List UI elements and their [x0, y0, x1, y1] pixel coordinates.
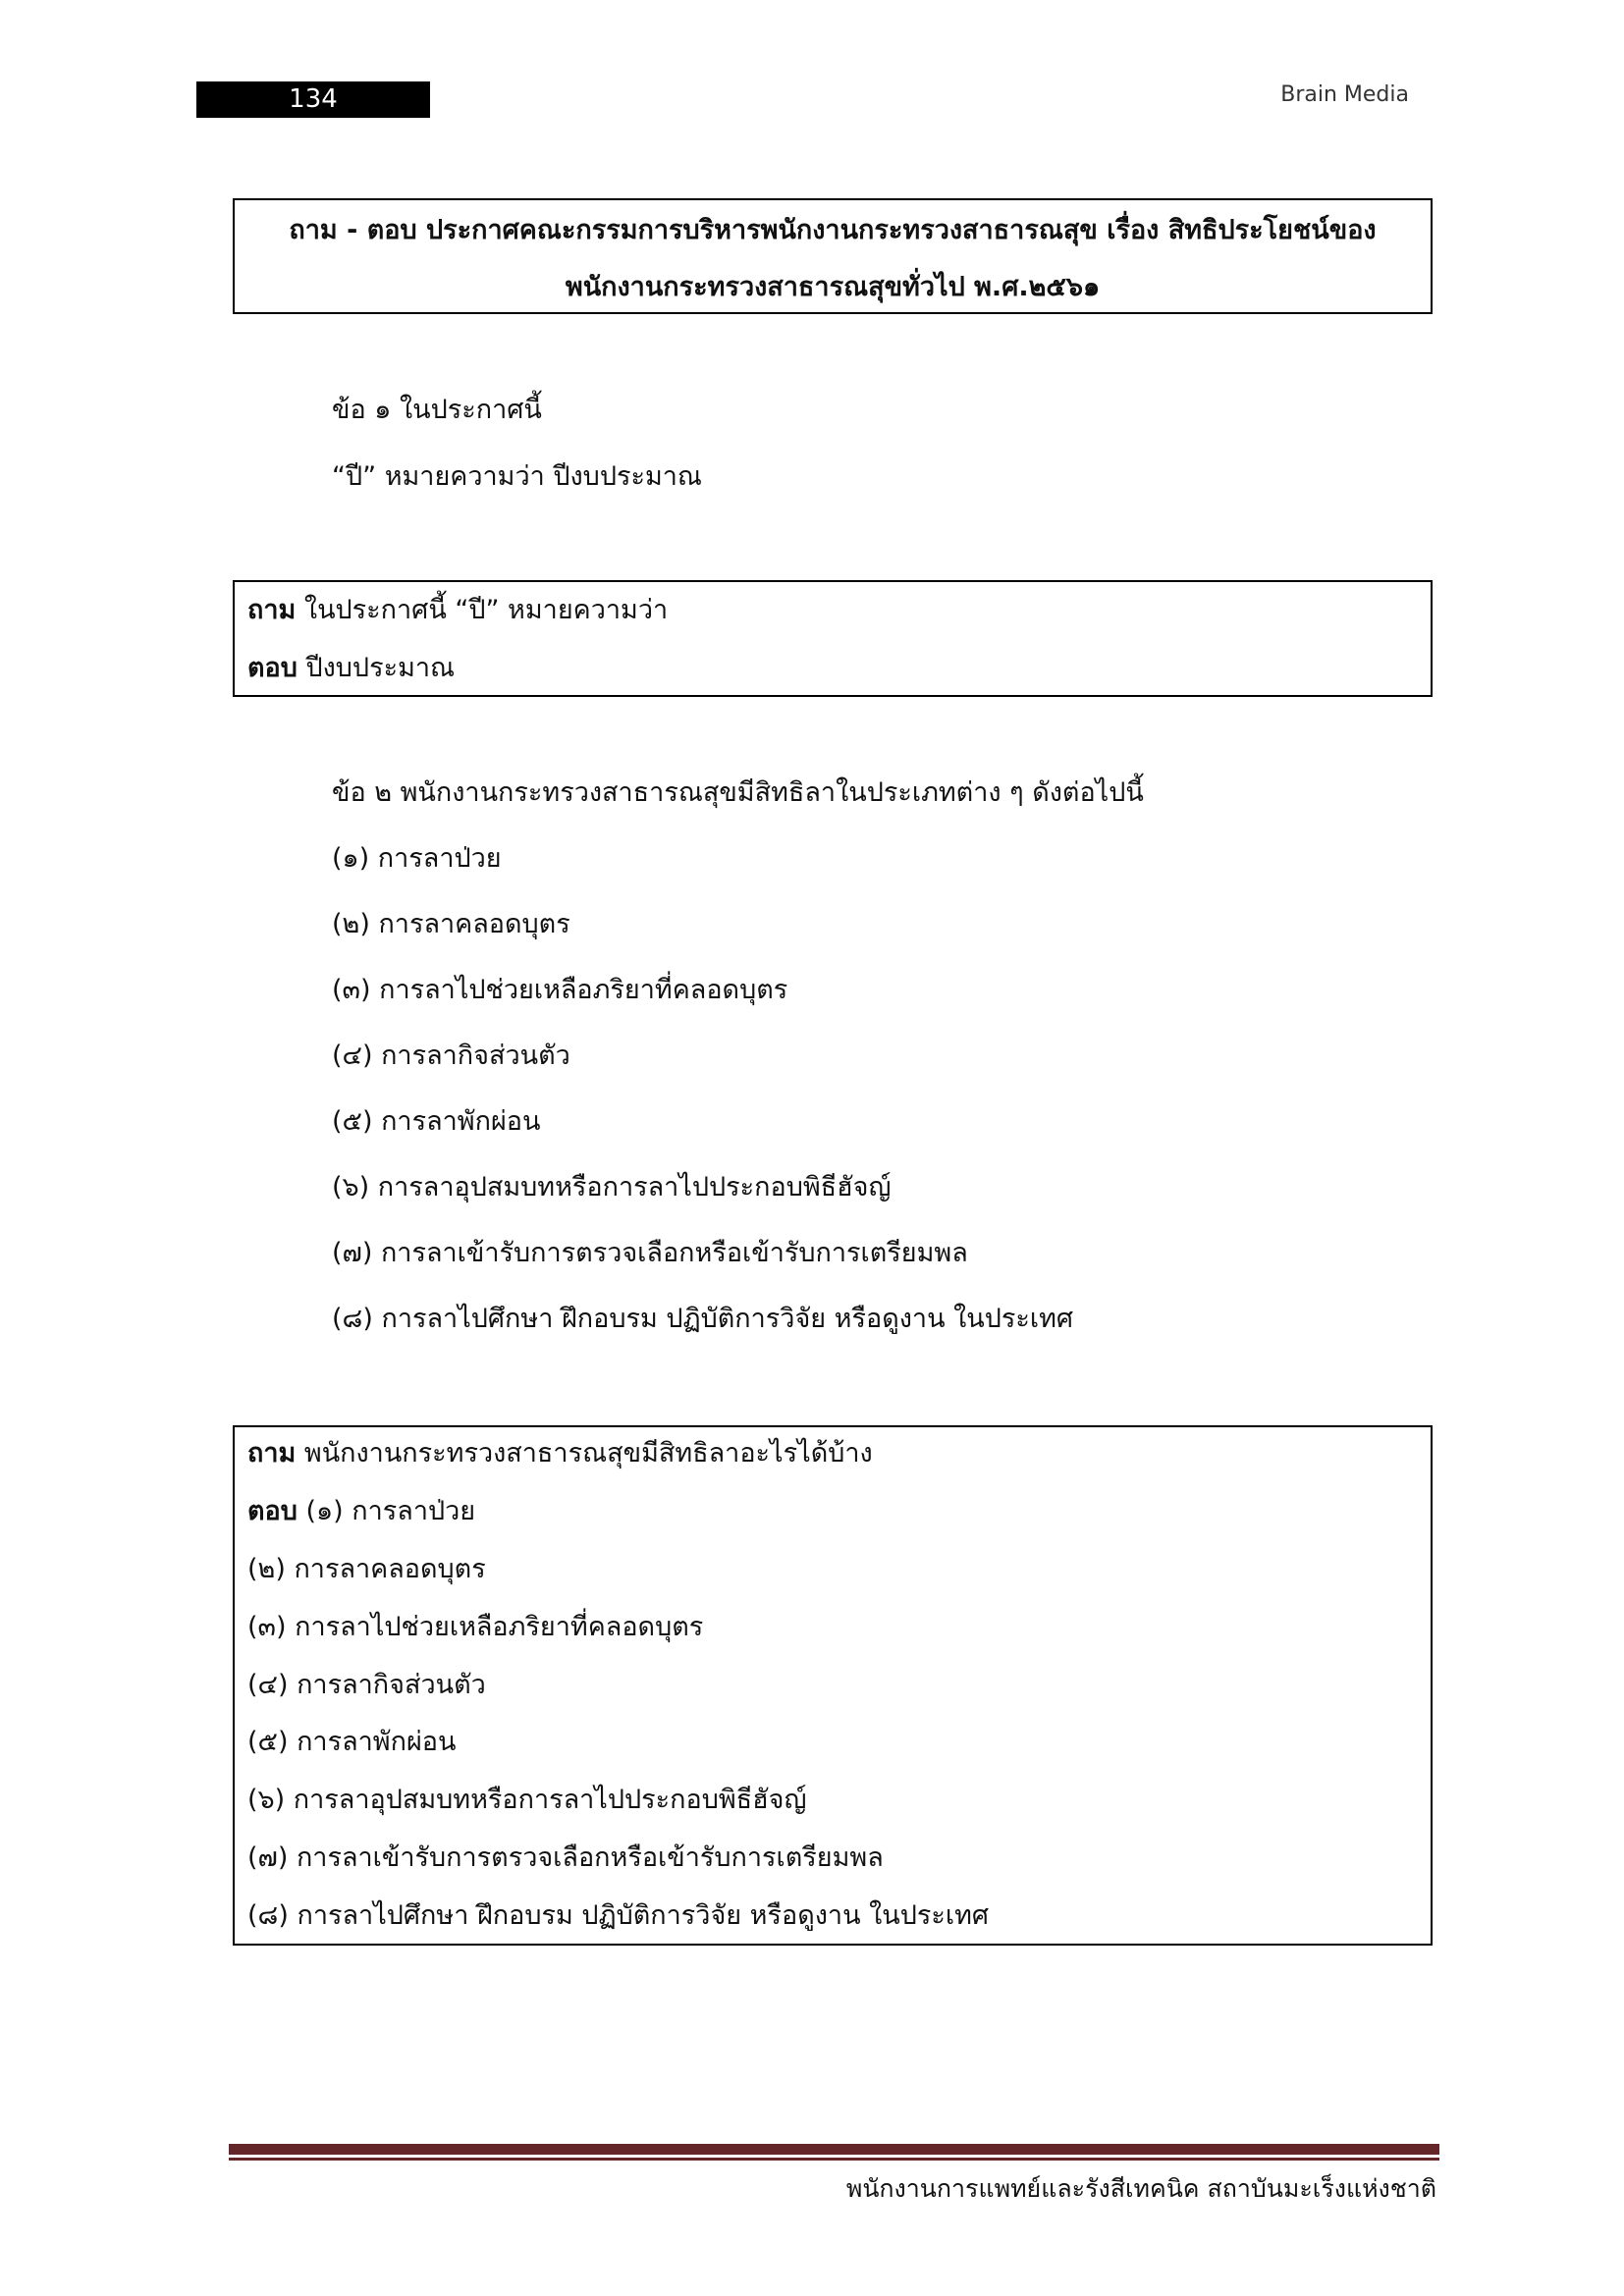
page-number: 134	[196, 81, 430, 118]
answer-text: ปีงบประมาณ	[297, 653, 456, 683]
qa2-box	[233, 1425, 1433, 1946]
leave-type-item: (๔) การลากิจส่วนตัว	[332, 1041, 570, 1071]
title-line-2: พนักงานกระทรวงสาธารณสุขทั่วไป พ.ศ.๒๕๖๑	[565, 272, 1101, 302]
answer-label: ตอบ	[247, 653, 298, 683]
answer-item: (๓) การลาไปช่วยเหลือภริยาที่คลอดบุตร	[247, 1611, 704, 1642]
title-line-1: ถาม - ตอบ ประกาศคณะกรรมการบริหารพนักงานกระทรวงสาธารณสุข เรื่อง สิทธิประโยชน์ของ	[289, 215, 1377, 245]
qa1-question	[247, 588, 668, 630]
answer-text: (๑) การลาป่วย	[297, 1496, 476, 1526]
qa2-question	[247, 1431, 873, 1473]
leave-type-item: (๗) การลาเข้ารับการตรวจเลือกหรือเข้ารับการเตรียมพล	[332, 1238, 968, 1268]
footer-text: พนักงานการแพทย์และรังสีเทคนิค สถาบันมะเร็งแห่งชาติ	[845, 2174, 1436, 2203]
publisher-name: Brain Media	[1280, 82, 1409, 107]
section2-heading: ข้อ ๒ พนักงานกระทรวงสาธารณสุขมีสิทธิลาในประเภทต่าง ๆ ดังต่อไปนี้	[332, 777, 1144, 808]
leave-type-item: (๒) การลาคลอดบุตร	[332, 909, 570, 939]
qa1-box	[233, 580, 1433, 697]
answer-item: (๔) การลากิจส่วนตัว	[247, 1669, 486, 1700]
leave-type-item: (๑) การลาป่วย	[332, 843, 502, 874]
qa1-answer	[247, 646, 455, 688]
question-text: ในประกาศนี้ “ปี” หมายความว่า	[296, 595, 669, 625]
footer-bar	[229, 2144, 1439, 2155]
question-label: ถาม	[247, 595, 297, 625]
section1-definition: “ปี” หมายความว่า ปีงบประมาณ	[332, 461, 702, 492]
answer-item: (๖) การลาอุปสมบทหรือการลาไปประกอบพิธีฮัจญ์	[247, 1785, 807, 1816]
title-box	[233, 198, 1433, 314]
answer-item: (๕) การลาพักผ่อน	[247, 1727, 457, 1758]
section1-heading: ข้อ ๑ ในประกาศนี้	[332, 395, 542, 425]
leave-type-item: (๘) การลาไปศึกษา ฝึกอบรม ปฏิบัติการวิจัย หรือดูงาน ในประเทศ	[332, 1304, 1074, 1334]
footer-rule	[229, 2158, 1439, 2161]
answer-item: (๗) การลาเข้ารับการตรวจเลือกหรือเข้ารับการเตรียมพล	[247, 1842, 884, 1873]
leave-type-item: (๕) การลาพักผ่อน	[332, 1106, 541, 1137]
leave-type-item: (๓) การลาไปช่วยเหลือภริยาที่คลอดบุตร	[332, 975, 788, 1005]
question-label: ถาม	[247, 1438, 297, 1468]
answer-item: (๒) การลาคลอดบุตร	[247, 1554, 486, 1584]
leave-type-item: (๖) การลาอุปสมบทหรือการลาไปประกอบพิธีฮัจญ์	[332, 1172, 892, 1202]
qa2-answer	[247, 1489, 475, 1531]
question-text: พนักงานกระทรวงสาธารณสุขมีสิทธิลาอะไรได้บ้าง	[296, 1438, 873, 1468]
answer-label: ตอบ	[247, 1496, 298, 1526]
answer-item: (๘) การลาไปศึกษา ฝึกอบรม ปฏิบัติการวิจัย หรือดูงาน ในประเทศ	[247, 1899, 990, 1931]
